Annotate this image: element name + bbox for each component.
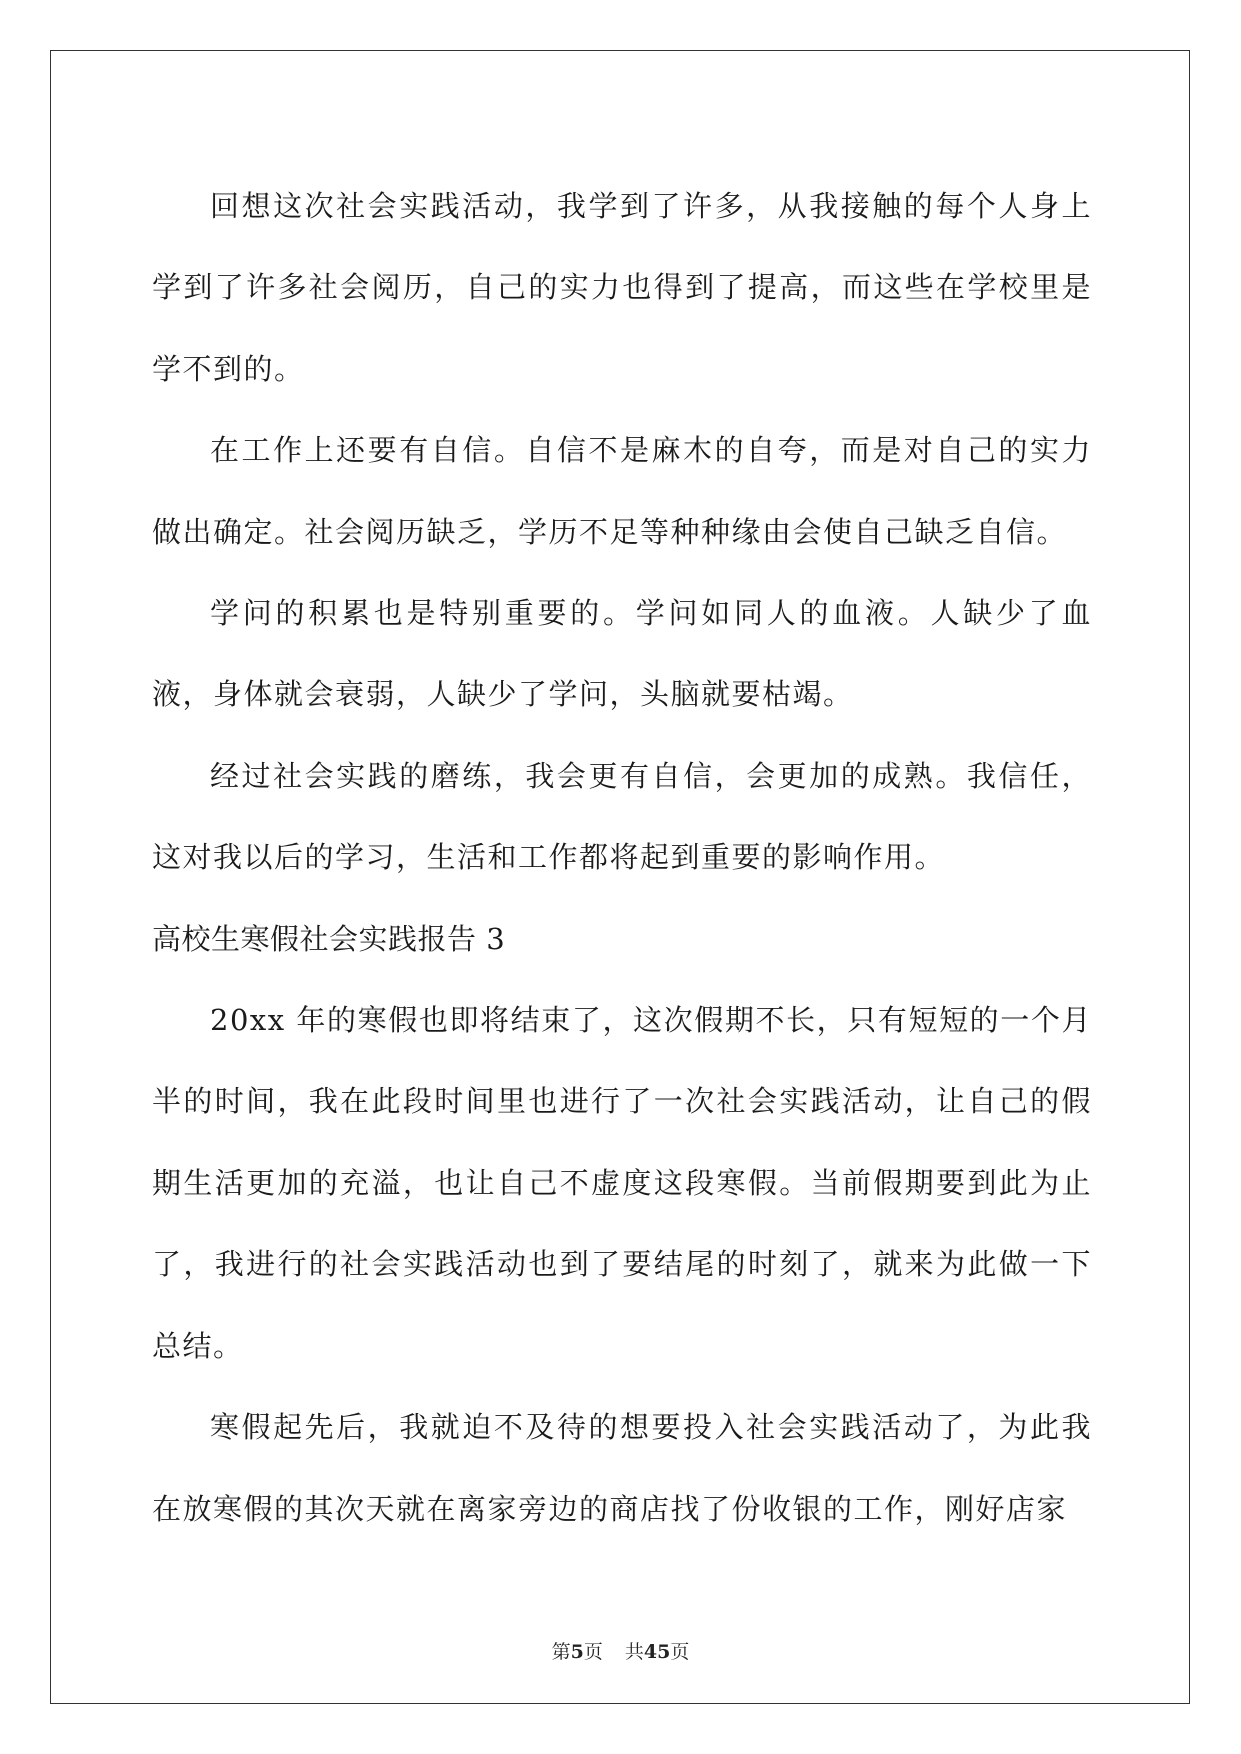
footer-total-suffix: 页: [670, 1641, 690, 1663]
footer-page-prefix: 第: [551, 1641, 571, 1663]
paragraph-5: 20xx 年的寒假也即将结束了，这次假期不长，只有短短的一个月半的时间，我在此段时间里也进行了一次社会实践活动，让自己的假期生活更加的充溢，也让自己不虚度这段寒假。当前假期要到此为止了，我进行的社会实践活动也到了要结尾的时刻了，就来为此做一下总结。: [152, 1003, 1092, 1363]
paragraph-3: 学问的积累也是特别重要的。学问如同人的血液。人缺少了血液，身体就会衰弱，人缺少了学问，头脑就要枯竭。: [152, 596, 1092, 712]
page-footer: [0, 1637, 1241, 1664]
footer-page-suffix: 页: [583, 1641, 603, 1663]
paragraph-4: 经过社会实践的磨练，我会更有自信，会更加的成熟。我信任，这对我以后的学习，生活和工作都将起到重要的影响作用。: [152, 758, 1092, 875]
paragraph-1: 回想这次社会实践活动，我学到了许多，从我接触的每个人身上学到了许多社会阅历，自己的实力也得到了提高，而这些在学校里是学不到的。: [152, 189, 1092, 386]
paragraph-6: 寒假起先后，我就迫不及待的想要投入社会实践活动了，为此我在放寒假的其次天就在离家旁边的商店找了份收银的工作，刚好店家: [152, 1410, 1092, 1526]
paragraph-2: 在工作上还要有自信。自信不是麻木的自夸，而是对自己的实力做出确定。社会阅历缺乏，学历不足等种种缘由会使自己缺乏自信。: [152, 433, 1092, 549]
section-title: 高校生寒假社会实践报告 3: [152, 921, 506, 956]
footer-total-prefix: 共: [624, 1641, 644, 1663]
document-body: [152, 166, 1092, 1550]
footer-page-number: 5: [570, 1641, 584, 1663]
footer-total-number: 45: [643, 1641, 671, 1663]
